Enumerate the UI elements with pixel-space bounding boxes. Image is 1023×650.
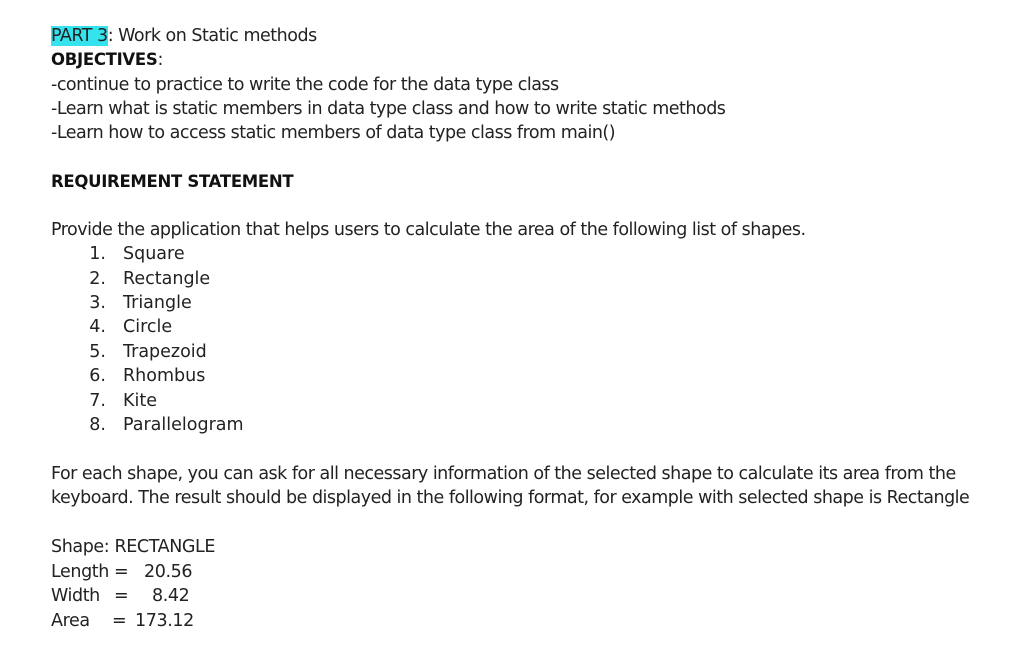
objectives-colon: :	[157, 50, 163, 70]
list-item-number: 8.	[89, 415, 106, 435]
list-item-shape: Rectangle	[123, 269, 211, 289]
objective-item: -continue to practice to write the code for the data type class	[51, 75, 559, 95]
list-item-shape: Square	[123, 244, 185, 264]
output-equals: =	[114, 586, 129, 606]
part-label-highlight: PART 3	[51, 26, 108, 46]
list-item-shape: Kite	[123, 391, 157, 411]
instruction-line: keyboard. The result should be displayed in the following format, for example with selected shape is Rectangle	[51, 488, 970, 508]
objective-item: -Learn how to access static members of data type class from main()	[51, 123, 616, 143]
objectives-heading	[51, 48, 163, 72]
output-value: 20.56	[144, 562, 193, 582]
list-item-number: 7.	[89, 391, 106, 411]
output-value: 173.12	[135, 611, 194, 631]
list-item-number: 2.	[89, 269, 106, 289]
part-title	[51, 24, 317, 48]
list-item-shape: Rhombus	[123, 366, 206, 386]
list-item-number: 5.	[89, 342, 106, 362]
instruction-line: For each shape, you can ask for all necessary information of the selected shape to calculate its area from the	[51, 464, 956, 484]
list-item-number: 3.	[89, 293, 106, 313]
output-label: Length	[51, 562, 109, 582]
output-label: Width	[51, 586, 100, 606]
list-item-number: 1.	[89, 244, 106, 264]
list-item-shape: Trapezoid	[123, 342, 207, 362]
output-shape-line: Shape: RECTANGLE	[51, 537, 216, 557]
output-equals: =	[112, 611, 127, 631]
requirement-intro: Provide the application that helps users to calculate the area of the following list of shapes.	[51, 220, 806, 240]
part-title-text: : Work on Static methods	[107, 26, 317, 46]
list-item-shape: Triangle	[123, 293, 192, 313]
list-item-shape: Circle	[123, 317, 173, 337]
list-item-number: 4.	[89, 317, 106, 337]
objectives-heading-text: OBJECTIVES	[51, 50, 158, 69]
objective-item: -Learn what is static members in data type class and how to write static methods	[51, 99, 726, 119]
requirement-heading: REQUIREMENT STATEMENT	[51, 172, 294, 191]
list-item-number: 6.	[89, 366, 106, 386]
output-value: 8.42	[152, 586, 190, 606]
output-equals: =	[114, 562, 129, 582]
output-label: Area	[51, 611, 90, 631]
list-item-shape: Parallelogram	[123, 415, 244, 435]
